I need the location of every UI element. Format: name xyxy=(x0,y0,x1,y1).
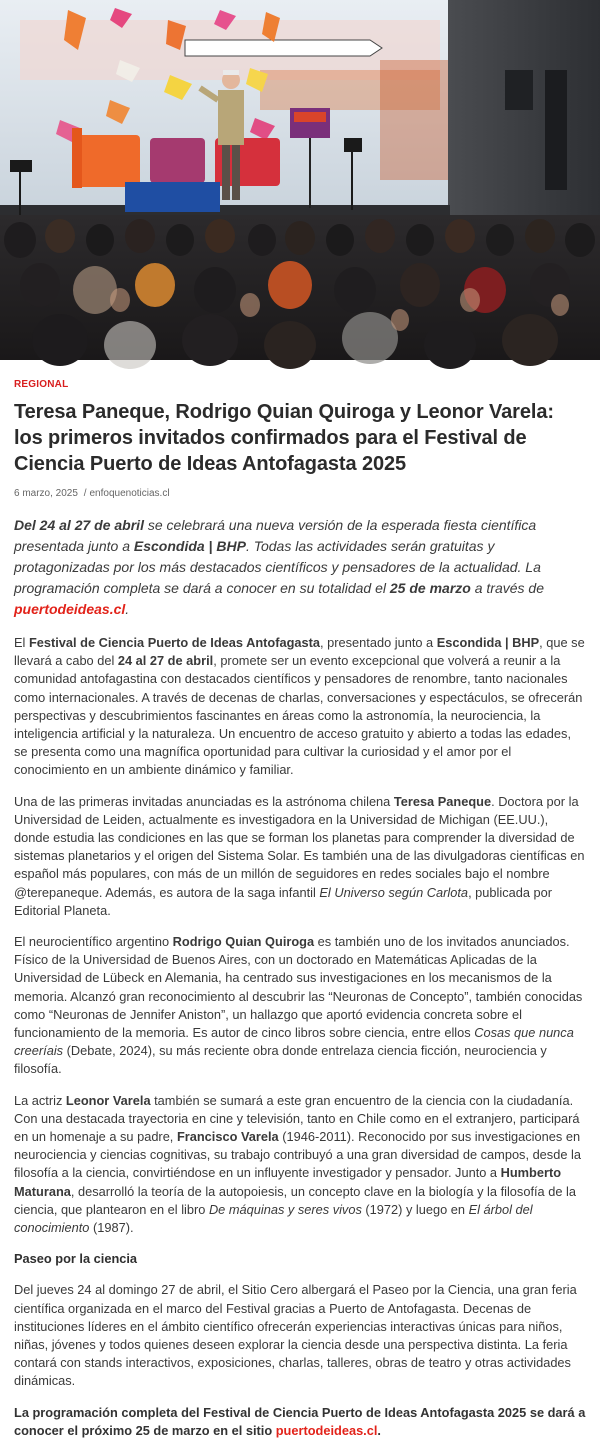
category-label[interactable]: REGIONAL xyxy=(14,379,69,390)
body-text: también se sumará a este gran encuentro de la ciencia con la ciudadanía. Con una destacada trayectoria en cine y televisión, tanto en Chile como en el extranjero, participará en un homenaje a su padre, xyxy=(14,1092,580,1145)
body-text: La actriz xyxy=(14,1092,66,1108)
body-text: , que se llevará a cabo del xyxy=(14,635,585,669)
book-title: De máquinas y seres vivos xyxy=(208,1201,362,1217)
book-title: El Universo según Carlota xyxy=(319,884,469,900)
body-text: (Debate, 2024), su más reciente obra donde entrelaza ciencia ficción, neurociencia y filosofía. xyxy=(14,1043,547,1077)
guest-name: Rodrigo Quian Quiroga xyxy=(172,934,315,950)
source-name: enfoquenoticias.cl xyxy=(89,488,170,499)
festival-name: Festival de Ciencia Puerto de Ideas Antofagasta xyxy=(28,635,321,650)
body-text: . xyxy=(377,1422,381,1438)
book-title: Cosas que nunca creeríais xyxy=(14,1025,574,1059)
article-body xyxy=(14,634,586,1440)
paragraph-paneque xyxy=(14,793,586,920)
paragraph-closing xyxy=(14,1404,586,1440)
body-text: es también uno de los invitados anunciados. Físico de la Universidad de Buenos Aires, con un doctorado en Matemáticas Aplicadas de la Universidad de Lübeck en Alemania, ha centrado sus investigaciones en los mecanismos de la memoria. Alcanzó gran reconocimiento al descubrir las “Neuronas de Concepto”, también conocidas como “Neuronas de Jennifer Aniston”, un hallazgo que aportó evidencia concreta sobre el funcionamiento de la memoria. Es autor de cinco libros sobre ciencia, entre ellos xyxy=(14,934,583,1041)
body-text: La programación completa del Festival de Ciencia Puerto de Ideas Antofagasta 2025 se dará a conocer el próximo 25 de marzo en el sitio xyxy=(14,1404,586,1438)
publish-date: 6 marzo, 2025 xyxy=(14,488,78,499)
puertodeideas-link[interactable]: puertodeideas.cl xyxy=(275,1422,378,1438)
body-text: El xyxy=(14,635,29,650)
article xyxy=(0,379,600,1440)
lead-text: . xyxy=(125,601,130,617)
paragraph-festival xyxy=(14,634,586,780)
festival-dates: 24 al 27 de abril xyxy=(117,653,214,669)
article-title: Teresa Paneque, Rodrigo Quian Quiroga y Leonor Varela: los primeros invitados confirmados para el Festival de Ciencia Puerto de Ideas Antofagasta 2025 xyxy=(14,401,554,475)
body-text: , presentado junto a xyxy=(320,635,437,650)
person-name: Humberto Maturana xyxy=(14,1165,562,1199)
lead-text: se celebrará una nueva versión de la esperada fiesta científica presentada junto a xyxy=(14,517,537,554)
puertodeideas-link[interactable]: puertodeideas.cl xyxy=(14,601,126,617)
lead-paragraph xyxy=(14,515,586,620)
lead-program-date: 25 de marzo xyxy=(389,580,471,596)
body-text: El neurocientífico argentino xyxy=(14,934,173,950)
body-text: (1972) y luego en xyxy=(361,1201,469,1217)
body-text: , publicada por Editorial Planeta. xyxy=(14,884,553,918)
lead-text: . Todas las actividades serán gratuitas y protagonizadas por los más destacados científicos y pensadores de la actualidad. La programación completa se dará a conocer en su totalidad el xyxy=(14,538,541,596)
photo-stage-audience-icon xyxy=(0,0,600,360)
subheading: Paseo por la ciencia xyxy=(14,1251,138,1267)
meta-separator: / xyxy=(83,488,87,499)
guest-name: Leonor Varela xyxy=(65,1092,151,1108)
sponsor-name: Escondida | BHP xyxy=(436,635,540,650)
body-text: , desarrolló la teoría de la autopoiesis, un concepto clave en la biología y la filosofía de la ciencia, que plantearon en el libro xyxy=(14,1183,576,1217)
body-text: (1946-2011). Reconocido por sus investigaciones en neurociencia y ciencias cognitivas, su trabajo contribuyó a una gran diversidad de campos, desde la filosofía a la ciencia, convirtiéndose en un influyente investigador y pensador. Junto a xyxy=(14,1129,581,1181)
paragraph-varela xyxy=(14,1092,586,1238)
body-text: (1987). xyxy=(89,1220,134,1236)
person-name: Francisco Varela xyxy=(176,1129,279,1145)
body-text: Una de las primeras invitadas anunciadas es la astrónoma chilena xyxy=(14,793,394,809)
book-title: El árbol del conocimiento xyxy=(14,1201,533,1236)
article-meta xyxy=(14,487,586,501)
lead-sponsor: Escondida | BHP xyxy=(133,538,246,554)
paragraph-paseo: Del jueves 24 al domingo 27 de abril, el Sitio Cero albergará el Paseo por la Ciencia, una gran feria científica organizada en el marco del Festival gracias a Puerto de Antofagasta. Decenas de instituciones líderes en el ámbito científico ofrecerán experiencias interactivas únicas para niños, niñas, jóvenes y todos quienes deseen explorar la ciencia desde una perspectiva distinta. La feria contará con stands interactivos, exposiciones, charlas, talleres, obras de teatro y otras actividades dinámicas. xyxy=(14,1282,577,1389)
hero-photo xyxy=(0,0,600,360)
lead-dates: Del 24 al 27 de abril xyxy=(14,517,144,533)
body-text: , promete ser un evento excepcional que volverá a reunir a la comunidad antofagastina con destacados científicos y pensadores de renombre, tanto nacionales como internacionales. A través de decenas de charlas, conversaciones y espectáculos, se ofrecerán perspectivas y descubrimientos fascinantes en áreas como la astronomía, la neurociencia, la inteligencia artificial y la naturaleza. Un encuentro de acceso gratuito y abierto a todas las edades, se presenta como una magnífica oportunidad para cultivar la curiosidad y el amor por el conocimiento en un ambiente dinámico y familiar. xyxy=(14,653,583,778)
paragraph-quian-quiroga xyxy=(14,933,586,1079)
guest-name: Teresa Paneque xyxy=(393,793,492,809)
body-text: . Doctora por la Universidad de Leiden, actualmente es investigadora en la Universidad de Michigan (EE.UU.), donde estudia las condiciones en las que se forman los planetas para comprender la diversidad de sistemas planetarios y el origen del Sistema Solar. Es también una de las divulgadoras científicas en español más populares, con más de un millón de seguidores en redes sociales bajo el nombre @terepaneque. Además, es autora de la saga infantil xyxy=(14,793,585,900)
lead-text: a través de xyxy=(470,580,544,596)
